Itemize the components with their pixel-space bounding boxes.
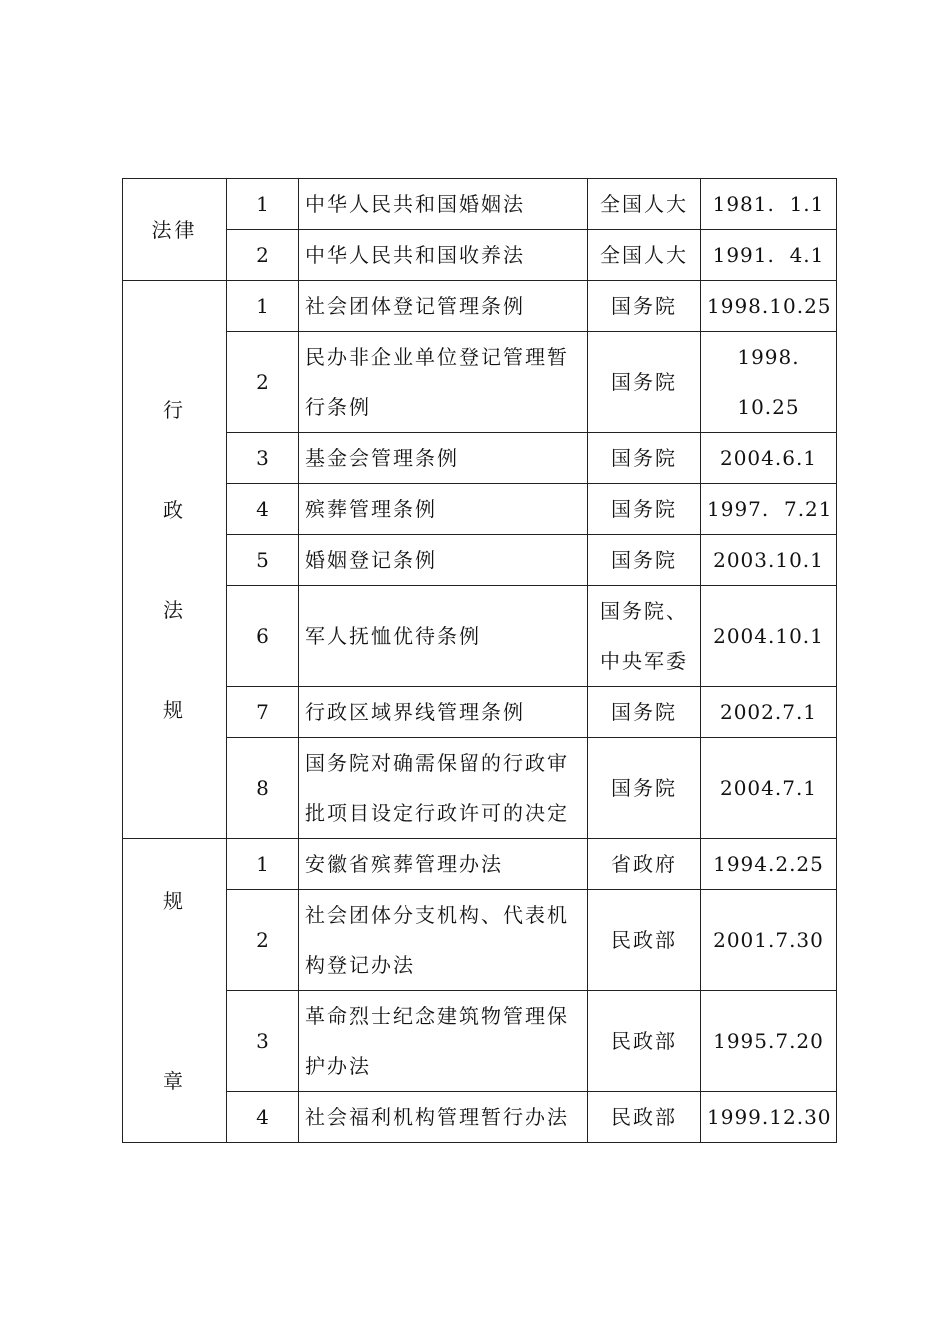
- table-row: [123, 179, 837, 230]
- row-number: 4: [227, 484, 299, 535]
- regulation-name: 中华人民共和国收养法: [299, 230, 588, 281]
- table-row: [123, 890, 837, 991]
- regulation-name: 社会福利机构管理暂行办法: [299, 1092, 588, 1143]
- effective-date: 2001.7.30: [701, 890, 837, 991]
- regulation-name: 社会团体登记管理条例: [299, 281, 588, 332]
- issuing-body: 国务院: [588, 332, 701, 433]
- effective-date: 1991. 4.1: [701, 230, 837, 281]
- issuing-body: 国务院: [588, 433, 701, 484]
- table-row: [123, 1092, 837, 1143]
- issuing-body: 国务院: [588, 738, 701, 839]
- regulation-name: 殡葬管理条例: [299, 484, 588, 535]
- issuing-body: 全国人大: [588, 230, 701, 281]
- effective-date: 1999.12.30: [701, 1092, 837, 1143]
- regulation-name: 中华人民共和国婚姻法: [299, 179, 588, 230]
- row-number: 6: [227, 586, 299, 687]
- issuing-body: 国务院: [588, 484, 701, 535]
- issuing-body: 国务院: [588, 535, 701, 586]
- effective-date: 1995.7.20: [701, 991, 837, 1092]
- category-char: 政: [163, 497, 186, 522]
- issuing-body: 民政部: [588, 991, 701, 1092]
- issuing-body: 国务院: [588, 281, 701, 332]
- table-row: [123, 535, 837, 586]
- row-number: 1: [227, 281, 299, 332]
- issuing-body: 省政府: [588, 839, 701, 890]
- effective-date: 1998. 10.25: [701, 332, 837, 433]
- issuing-body: 国务院: [588, 687, 701, 738]
- table-row: [123, 230, 837, 281]
- issuing-body: 民政部: [588, 890, 701, 991]
- row-number: 2: [227, 890, 299, 991]
- row-number: 5: [227, 535, 299, 586]
- category-char: 法: [163, 597, 186, 622]
- category-cell-administrative-regulations: [123, 281, 227, 839]
- regulation-name: 行政区域界线管理条例: [299, 687, 588, 738]
- regulation-name: 革命烈士纪念建筑物管理保护办法: [299, 991, 588, 1092]
- effective-date: 1998.10.25: [701, 281, 837, 332]
- table-row: [123, 281, 837, 332]
- category-char: 行: [163, 397, 186, 422]
- table-row: [123, 586, 837, 687]
- table-row: [123, 738, 837, 839]
- row-number: 7: [227, 687, 299, 738]
- category-cell-law: 法律: [123, 179, 227, 281]
- regulation-name: 国务院对确需保留的行政审批项目设定行政许可的决定: [299, 738, 588, 839]
- regulation-name: 基金会管理条例: [299, 433, 588, 484]
- effective-date: 1997. 7.21: [701, 484, 837, 535]
- table-row: [123, 433, 837, 484]
- regulation-name: 社会团体分支机构、代表机构登记办法: [299, 890, 588, 991]
- row-number: 8: [227, 738, 299, 839]
- row-number: 3: [227, 433, 299, 484]
- regulation-name: 婚姻登记条例: [299, 535, 588, 586]
- effective-date: 2002.7.1: [701, 687, 837, 738]
- regulation-name: 安徽省殡葬管理办法: [299, 839, 588, 890]
- issuing-body: 民政部: [588, 1092, 701, 1143]
- category-cell-rules: [123, 839, 227, 1143]
- effective-date: 1981. 1.1: [701, 179, 837, 230]
- issuing-body: 全国人大: [588, 179, 701, 230]
- effective-date: 2004.7.1: [701, 738, 837, 839]
- row-number: 1: [227, 839, 299, 890]
- table-row: [123, 687, 837, 738]
- category-char: 章: [163, 1068, 186, 1093]
- row-number: 2: [227, 230, 299, 281]
- table-row: [123, 991, 837, 1092]
- regulation-name: 民办非企业单位登记管理暂行条例: [299, 332, 588, 433]
- effective-date: 2004.6.1: [701, 433, 837, 484]
- regulations-table: [122, 178, 837, 1143]
- regulation-name: 军人抚恤优待条例: [299, 586, 588, 687]
- table-row: [123, 839, 837, 890]
- row-number: 2: [227, 332, 299, 433]
- effective-date: 1994.2.25: [701, 839, 837, 890]
- row-number: 4: [227, 1092, 299, 1143]
- category-char: 规: [163, 697, 186, 722]
- row-number: 3: [227, 991, 299, 1092]
- table-row: [123, 332, 837, 433]
- row-number: 1: [227, 179, 299, 230]
- category-char: 规: [163, 888, 186, 913]
- issuing-body: 国务院、中央军委: [588, 586, 701, 687]
- table-row: [123, 484, 837, 535]
- effective-date: 2004.10.1: [701, 586, 837, 687]
- effective-date: 2003.10.1: [701, 535, 837, 586]
